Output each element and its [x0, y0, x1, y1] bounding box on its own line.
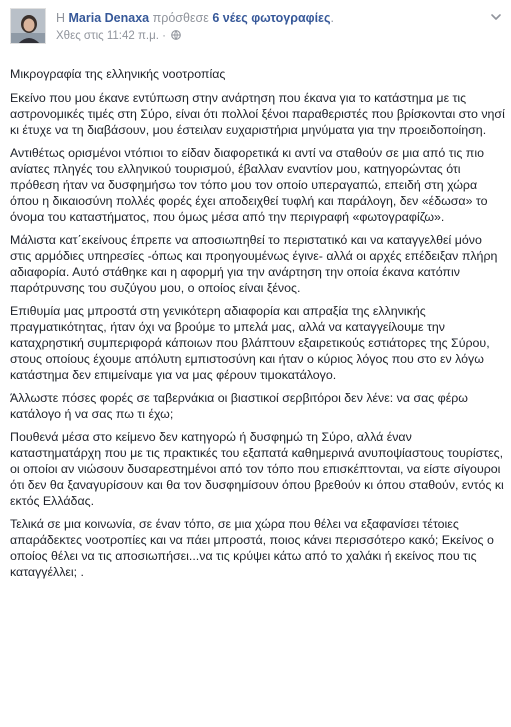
chevron-down-icon[interactable] — [489, 10, 503, 24]
post-header-line — [56, 11, 334, 26]
post-paragraph: Επιθυμία μας μπροστά στη γενικότερη αδιαφορία και απραξία της ελληνικής πραγματικότητας, ήταν όχι να βρούμε το μπελά μας, αλλά να καταγγείλουμε την καταχρηστική συμπεριφορά κάποιων που βλάπτουν εξαιρετικούς εστιάτορες της Σύρου, στους οποίους έχουμε απόλυτη εμπιστοσύνη και ήταν ο κύριος λόγος που στο εν λόγω κατάστημα δεν επιμείναμε για να μας φέρουν τιμοκατάλογο. — [10, 304, 490, 382]
post-paragraph: Άλλωστε πόσες φορές σε ταβερνάκια οι βιαστικοί σερβιτόροι δεν λένε: να σας φέρω κατάλογο ή να σας πω τι έχω; — [10, 391, 468, 421]
post-meta — [56, 29, 181, 43]
header-action-text: πρόσθεσε — [152, 11, 209, 25]
post-title: Μικρογραφία της ελληνικής νοοτροπίας — [10, 67, 226, 81]
post-paragraph: Εκείνο που μου έκανε εντύπωση στην ανάρτηση που έκανα για το κατάστημα με τις αστρονομικές τιμές στη Σύρο, είναι ότι πολλοί ξένοι παραθεριστές που βρίσκονται στο νησί κι έτυχε να τη διαβάσουν, μου έστειλαν ευχαριστήρια μηνύματα για την προειδοποίηση. — [10, 91, 505, 137]
post-body — [10, 66, 505, 587]
globe-icon[interactable] — [171, 30, 181, 40]
author-name-link[interactable]: Maria Denaxa — [68, 11, 150, 25]
photos-link[interactable]: 6 νέες φωτογραφίες — [212, 11, 331, 25]
post-paragraph: Αντιθέτως ορισμένοι ντόπιοι το είδαν διαφορετικά κι αντί να σταθούν σε μια από τις πιο ανίατες πληγές του ελληνικού τουρισμού, έβαλλαν εναντίον μου, κατηγορώντας ότι πρόθεση ήταν να δυσφημήσω τον τόπο μου τον οποίο υπεραγαπώ, επειδή στη χώρα όπου η δικαιοσύνη πολλές φορές έχει αποδειχθεί τυφλή και παράλογη, δεν «έδωσα» το όνομα του καταστήματος, που όμως μέσα από την περιγραφή «φωτογραφίζω». — [10, 146, 488, 224]
post-header — [10, 8, 505, 52]
header-period: . — [330, 11, 334, 25]
post-paragraph: Τελικά σε μια κοινωνία, σε έναν τόπο, σε μια χώρα που θέλει να εξαφανίσει τέτοιες απαράδεκτες νοοτροπίες και να πάει μπροστά, ποιος κάνει περισσότερο κακό; Εκείνος ο οποίος θέλει να τις αποσιωπήσει...να τις κρύψει κάτω από το χαλάκι ή εκείνος που τις καταγγέλλει; . — [10, 517, 494, 579]
header-prefix: Η — [56, 11, 66, 25]
post-paragraph: Μάλιστα κατ΄εκείνους έπρεπε να αποσιωπηθεί το περιστατικό και να καταγγελθεί μόνο στις αρμόδιες υπηρεσίες -όπως και προηγουμένως έγινε- αλλά οι αρχές επέδειξαν πλήρη αδιαφορία. Αυτό στάθηκε και η αφορμή για την ανάρτηση την οποία έκανα κατόπιν παρότρυνσης του συζύγου μου, ο οποίος είναι ξένος. — [10, 233, 498, 295]
avatar[interactable] — [10, 8, 46, 44]
post-timestamp[interactable]: Χθες στις 11:42 π.μ. · — [56, 30, 166, 42]
post-paragraph: Πουθενά μέσα στο κείμενο δεν κατηγορώ ή δυσφημώ τη Σύρο, αλλά έναν καταστηματάρχη που με τις πρακτικές του εξαπατά καθημερινά ανυποψίαστους τουρίστες, οι οποίοι αν νιώσουν δυσαρεστημένοι από τον τόπο που επισκέπτονται, να είστε σίγουροι ότι δεν θα ξαναγυρίσουν και θα τον δυσφημίσουν όπου βρεθούν κι όπου σταθούν, εντός κι εκτός Ελλάδας. — [10, 430, 504, 508]
